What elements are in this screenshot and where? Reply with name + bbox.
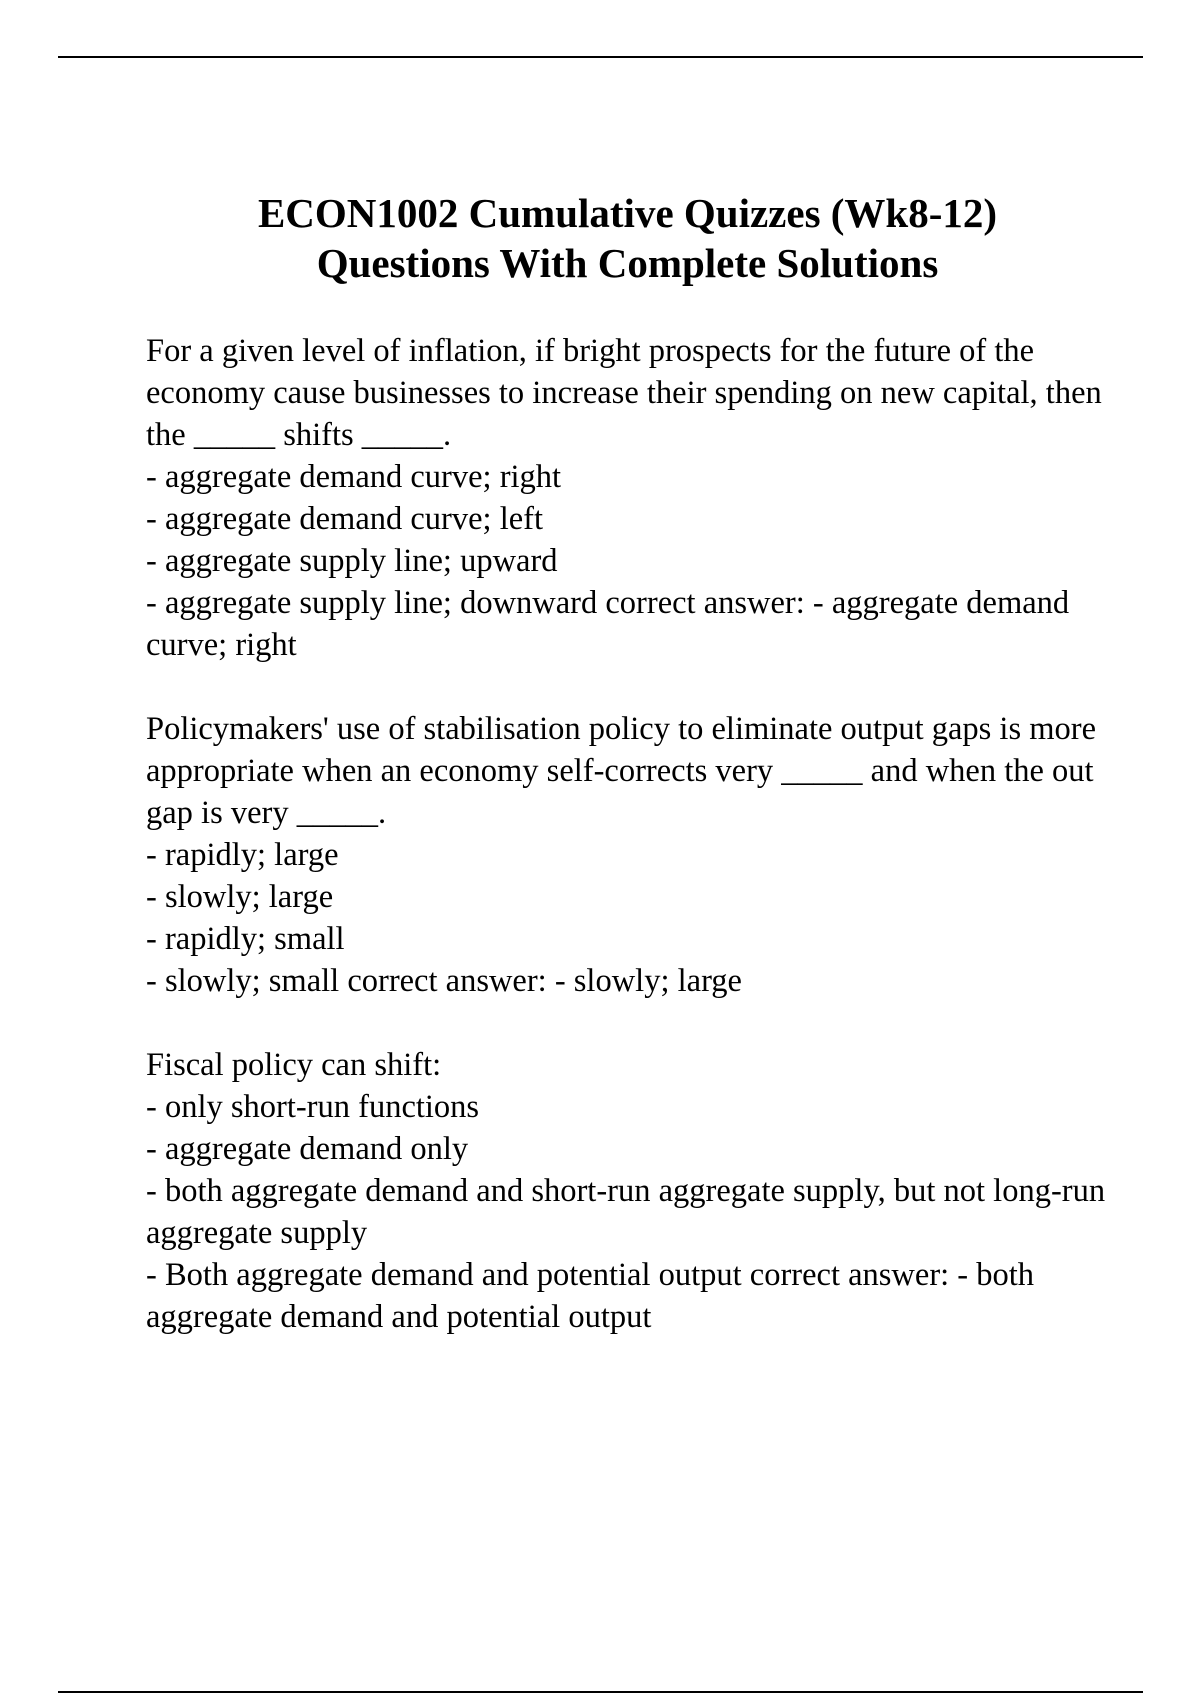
answer-option: - aggregate demand only: [146, 1131, 469, 1167]
answer-option: - aggregate demand curve; right: [146, 459, 562, 495]
answer-option-with-correct-answer: - aggregate supply line; downward correct answer: - aggregate demand curve; right: [146, 585, 1070, 663]
answer-option: - rapidly; small: [146, 921, 345, 957]
answer-option: - slowly; large: [146, 879, 334, 915]
question-stem: Fiscal policy can shift:: [146, 1047, 442, 1083]
bottom-rule: [58, 1691, 1143, 1693]
answer-option: - aggregate demand curve; left: [146, 501, 544, 537]
top-rule: [58, 56, 1143, 58]
document-title: [0, 188, 1200, 288]
title-line-1: ECON1002 Cumulative Quizzes (Wk8-12): [257, 190, 998, 236]
answer-option-with-correct-answer: - slowly; small correct answer: - slowly; large: [146, 963, 742, 999]
answer-option: - rapidly; large: [146, 837, 339, 873]
answer-option: - only short-run functions: [146, 1089, 480, 1125]
document-body: [146, 330, 1106, 1380]
question-stem: Policymakers' use of stabilisation policy to eliminate output gaps is more appropriate when an economy self-corrects very _____ and when the out gap is very _____.: [146, 711, 1097, 831]
answer-option: - aggregate supply line; upward: [146, 543, 558, 579]
answer-option-with-correct-answer: - Both aggregate demand and potential output correct answer: - both aggregate demand and potential output: [146, 1257, 1035, 1335]
answer-option: - both aggregate demand and short-run aggregate supply, but not long-run aggregate supply: [146, 1173, 1106, 1251]
question-3: [146, 1044, 1106, 1338]
title-line-2: Questions With Complete Solutions: [316, 240, 939, 286]
question-stem: For a given level of inflation, if bright prospects for the future of the economy cause businesses to increase their spending on new capital, then the _____ shifts _____.: [146, 333, 1102, 453]
question-1: [146, 330, 1106, 666]
question-2: [146, 708, 1106, 1002]
